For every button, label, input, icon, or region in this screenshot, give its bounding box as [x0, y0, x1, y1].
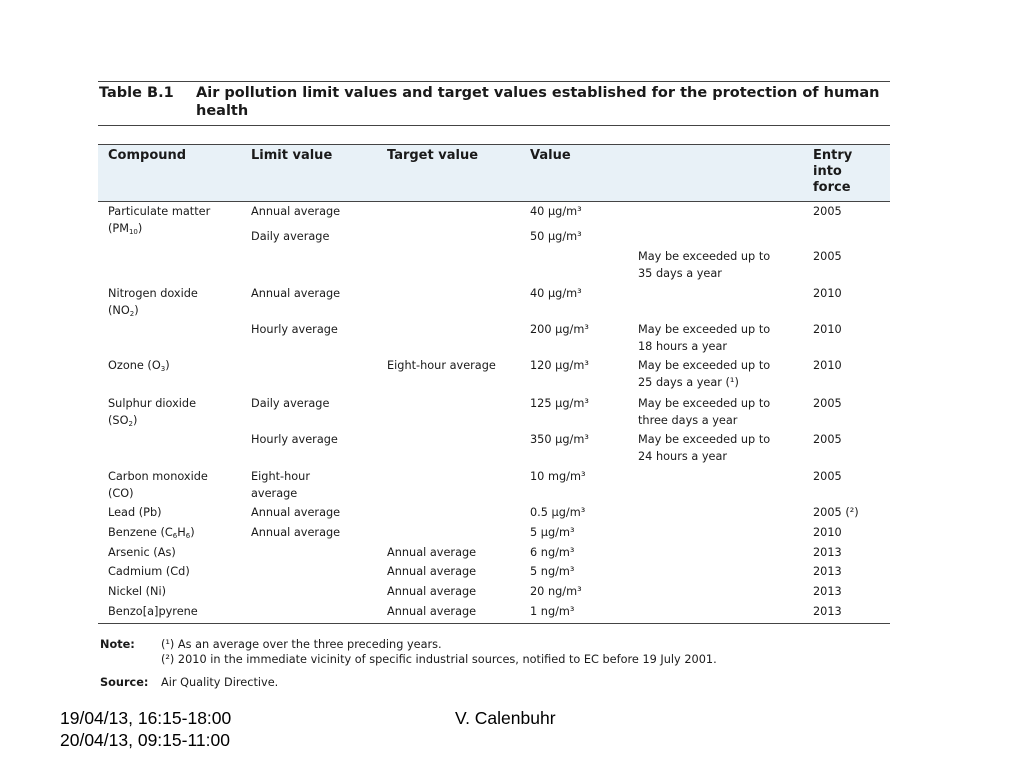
row-as-compound: Arsenic (As) — [108, 546, 176, 559]
co-name-line1: Carbon monoxide — [108, 470, 208, 483]
row-so2-daily-note — [638, 396, 770, 429]
table-bottom-rule — [98, 623, 890, 624]
row-pm-daily-note — [638, 249, 770, 282]
row-ni-value: 20 ng/m³ — [530, 585, 582, 598]
row-pm-daily-limit: Daily average — [251, 230, 330, 243]
no2-hourly-note-line2: 18 hours a year — [638, 339, 728, 353]
row-so2-daily-entry: 2005 — [813, 397, 842, 410]
row-no2-hourly-limit: Hourly average — [251, 323, 338, 336]
pm-name-subscript: 10 — [128, 227, 138, 236]
o3-note-line1: May be exceeded up to — [638, 359, 771, 372]
header-limit-value: Limit value — [251, 148, 333, 163]
so2-hourly-note-line2: 24 hours a year — [638, 449, 728, 463]
table-header-background — [98, 145, 890, 201]
row-so2-daily-value: 125 µg/m³ — [530, 397, 589, 410]
header-compound: Compound — [108, 148, 187, 163]
benzene-sub-1: 6 — [172, 532, 178, 540]
row-as-target: Annual average — [387, 546, 477, 559]
row-o3-value: 120 µg/m³ — [530, 359, 589, 372]
row-pb-compound: Lead (Pb) — [108, 506, 162, 519]
row-o3-target: Eight-hour average — [387, 359, 496, 372]
row-so2-hourly-entry: 2005 — [813, 433, 842, 446]
row-no2-annual-limit: Annual average — [251, 287, 341, 300]
row-co-entry: 2005 — [813, 470, 842, 483]
o3-name-line1: Ozone (O — [108, 359, 161, 372]
row-bap-value: 1 ng/m³ — [530, 605, 575, 618]
row-no2-compound — [108, 286, 198, 319]
o3-name-subscript: 3 — [160, 365, 166, 373]
row-ni-compound: Nickel (Ni) — [108, 585, 167, 598]
co-limit-line2: average — [251, 486, 298, 500]
header-bottom-rule — [98, 201, 890, 202]
o3-note-line2: 25 days a year (¹) — [638, 375, 739, 389]
row-bap-target: Annual average — [387, 605, 477, 618]
header-value: Value — [530, 148, 571, 163]
row-no2-annual-value: 40 µg/m³ — [530, 287, 582, 300]
row-as-entry: 2013 — [813, 546, 842, 559]
row-pm-daily-value: 50 µg/m³ — [530, 230, 582, 243]
row-so2-hourly-note — [638, 432, 770, 465]
row-cd-value: 5 ng/m³ — [530, 565, 575, 578]
row-benzene-compound — [108, 525, 195, 542]
row-bap-entry: 2013 — [813, 605, 842, 618]
row-so2-daily-limit: Daily average — [251, 397, 330, 410]
row-bap-compound: Benzo[a]pyrene — [108, 605, 198, 618]
header-entry-line2: into — [813, 164, 842, 179]
header-target-value: Target value — [387, 148, 479, 163]
row-pb-value: 0.5 µg/m³ — [530, 506, 586, 519]
benzene-name-1: Benzene (C — [108, 526, 173, 539]
no2-name-line1: Nitrogen doxide — [108, 287, 198, 300]
row-no2-hourly-entry: 2010 — [813, 323, 842, 336]
no2-name-line2: (NO — [108, 303, 130, 317]
row-o3-compound — [108, 358, 170, 375]
row-so2-hourly-limit: Hourly average — [251, 433, 338, 446]
row-pm-annual-limit: Annual average — [251, 205, 341, 218]
row-co-compound — [108, 469, 208, 502]
header-entry-line1: Entry — [813, 148, 853, 163]
row-benzene-value: 5 µg/m³ — [530, 526, 575, 539]
pm-daily-note-line2: 35 days a year — [638, 266, 722, 280]
caption-bottom-rule — [98, 125, 890, 126]
no2-name-subscript: 2 — [129, 309, 135, 318]
so2-name-subscript: 2 — [128, 419, 133, 428]
table-title: Air pollution limit values and target values established for the protection of human health — [196, 85, 880, 119]
pm-name-line1: Particulate matter — [108, 205, 211, 218]
row-o3-entry: 2010 — [813, 359, 842, 372]
row-cd-target: Annual average — [387, 565, 477, 578]
source-label: Source: — [100, 676, 149, 689]
footer-author: V. Calenbuhr — [455, 708, 556, 728]
row-benzene-limit: Annual average — [251, 526, 341, 539]
row-so2-compound — [108, 396, 196, 429]
pm-name-close: ) — [137, 221, 143, 235]
row-ni-target: Annual average — [387, 585, 477, 598]
no2-name-close: ) — [134, 303, 139, 317]
so2-name-line1: Sulphur dioxide — [108, 397, 197, 410]
benzene-sub-2: 6 — [185, 532, 191, 540]
header-entry-into-force — [813, 148, 852, 196]
pm-daily-note-line1: May be exceeded up to — [638, 250, 771, 263]
row-so2-hourly-value: 350 µg/m³ — [530, 433, 589, 446]
co-limit-line1: Eight-hour — [251, 470, 310, 483]
note-2: (²) 2010 in the immediate vicinity of specific industrial sources, notified to EC before 19 July 2001. — [161, 653, 717, 666]
so2-name-line2: (SO — [108, 413, 129, 427]
header-entry-line3: force — [813, 180, 851, 195]
row-no2-annual-entry: 2010 — [813, 287, 842, 300]
pm-name-line2: (PM — [108, 221, 129, 235]
row-pm-annual-entry: 2005 — [813, 205, 842, 218]
so2-daily-note-line2: three days a year — [638, 413, 738, 427]
footer-date-2: 20/04/13, 09:15-11:00 — [60, 730, 230, 750]
o3-name-close: ) — [165, 359, 170, 372]
note-1: (¹) As an average over the three preceding years. — [161, 638, 442, 651]
caption-top-rule — [98, 81, 890, 82]
benzene-name-3: ) — [190, 526, 195, 539]
row-pb-entry: 2005 (²) — [813, 506, 859, 519]
benzene-name-2: H — [177, 526, 186, 539]
row-no2-hourly-value: 200 µg/m³ — [530, 323, 589, 336]
note-label: Note: — [100, 638, 135, 651]
row-pm-annual-value: 40 µg/m³ — [530, 205, 582, 218]
row-o3-note — [638, 358, 770, 391]
so2-daily-note-line1: May be exceeded up to — [638, 397, 771, 410]
footer-date-1: 19/04/13, 16:15-18:00 — [60, 708, 232, 728]
row-cd-entry: 2013 — [813, 565, 842, 578]
table-label: Table B.1 — [99, 85, 174, 101]
row-benzene-entry: 2010 — [813, 526, 842, 539]
row-pb-limit: Annual average — [251, 506, 341, 519]
no2-hourly-note-line1: May be exceeded up to — [638, 323, 771, 336]
row-pm-compound — [108, 204, 210, 237]
footer-dates — [60, 707, 231, 751]
source-text: Air Quality Directive. — [161, 676, 279, 689]
row-as-value: 6 ng/m³ — [530, 546, 575, 559]
so2-name-close: ) — [132, 413, 138, 427]
row-pm-daily-entry: 2005 — [813, 250, 842, 263]
row-cd-compound: Cadmium (Cd) — [108, 565, 190, 578]
row-ni-entry: 2013 — [813, 585, 842, 598]
so2-hourly-note-line1: May be exceeded up to — [638, 433, 771, 446]
row-co-value: 10 mg/m³ — [530, 470, 586, 483]
row-no2-hourly-note — [638, 322, 770, 355]
co-name-line2: (CO) — [108, 486, 134, 500]
row-co-limit — [251, 469, 310, 502]
